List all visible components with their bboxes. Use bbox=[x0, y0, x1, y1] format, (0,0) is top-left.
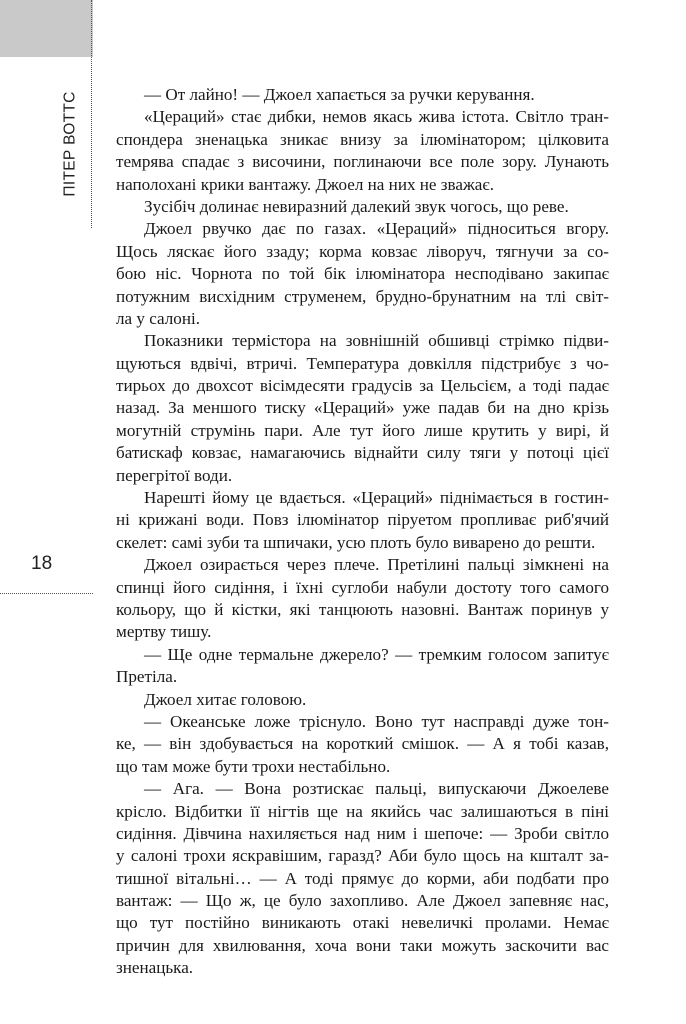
corner-block bbox=[0, 0, 93, 57]
paragraph bbox=[116, 711, 609, 778]
text-line: спондера зненацька зникає внизу за ілюмінатором; цілковита bbox=[116, 129, 609, 149]
paragraph bbox=[116, 644, 609, 689]
paragraph bbox=[116, 330, 609, 487]
text-line: «Цераций» стає дибки, немов якась жива істота. Світло тран- bbox=[144, 107, 609, 127]
text-line: Нарешті йому це вдається. «Цераций» піднімається в гостин- bbox=[144, 488, 609, 508]
paragraph bbox=[116, 689, 609, 711]
text-line: потужним висхідним струменем, брудно-брунатним на тлі світ- bbox=[116, 286, 609, 306]
text-line: у салоні трохи яскравішим, гаразд? Аби було щось на кшталт за- bbox=[116, 846, 609, 866]
text-line: перегрітої води. bbox=[116, 465, 233, 485]
body-text bbox=[116, 84, 609, 980]
text-line: щуються вдвічі, втричі. Температура довкілля підстрибує з чо- bbox=[116, 353, 609, 373]
text-line: Зусібіч долинає невиразний далекий звук чогось, що реве. bbox=[144, 196, 569, 216]
text-line: спинці його сидіння, і їхні суглоби набули достоту того самого bbox=[116, 577, 609, 597]
text-line: Джоел озирається через плече. Претілині пальці зімкнені на bbox=[144, 555, 609, 575]
text-line: кольору, що й кістки, які танцюють назовні. Вантаж поринув у bbox=[116, 599, 609, 619]
text-line: крісло. Відбитки її нігтів ще на якийсь час залишаються в піні bbox=[116, 801, 609, 821]
text-line: ке, — він здобувається на короткий смішок. — А я тобі казав, bbox=[116, 734, 609, 754]
text-line: тишної вітальні… — А тоді прямує до корми, аби подбати про bbox=[116, 868, 609, 888]
text-line: — Океанське ложе тріснуло. Воно тут насправді дуже тон- bbox=[144, 711, 609, 731]
text-line: наполохані крики вантажу. Джоел на них не зважає. bbox=[116, 174, 494, 194]
text-line: що тут постійно виникають отакі невеличкі пролами. Немає bbox=[116, 913, 609, 933]
text-line: батискаф ковзає, намагаючись віднайти силу тяги у потоці цієї bbox=[116, 443, 609, 463]
text-line: ла у салоні. bbox=[116, 308, 200, 328]
text-line: — От лайно! — Джоел хапається за ручки керування. bbox=[144, 85, 535, 104]
text-line: Джоел хитає головою. bbox=[144, 689, 307, 709]
running-head-text: ПІТЕР ВОТТС bbox=[62, 91, 79, 197]
text-line: Джоел рвучко дає по газах. «Цераций» підноситься вгору. bbox=[144, 219, 609, 239]
text-line: Щось ляскає його ззаду; корма ковзає ліворуч, тягнучи за со- bbox=[116, 241, 609, 261]
running-head bbox=[58, 60, 84, 228]
paragraph bbox=[116, 196, 609, 218]
text-line: ні крижані води. Повз ілюмінатор піруетом пропливає риб'ячий bbox=[116, 510, 609, 530]
text-line: тирьох до двохсот вісімдесяти градусів за Цельсієм, а тоді падає bbox=[116, 376, 609, 396]
paragraph bbox=[116, 778, 609, 980]
margin-rule-vertical bbox=[91, 0, 92, 228]
paragraph bbox=[116, 554, 609, 644]
text-line: назад. За меншого тиску «Цераций» уже падав би на дно крізь bbox=[116, 398, 609, 418]
paragraph bbox=[116, 106, 609, 196]
text-line: — Ще одне термальне джерело? — тремким голосом запитує bbox=[144, 644, 609, 664]
page-number: 18 bbox=[31, 553, 53, 574]
paragraph bbox=[116, 84, 609, 106]
text-line: бою ніс. Чорнота по той бік ілюмінатора несподівано закипає bbox=[116, 264, 609, 284]
paragraph bbox=[116, 218, 609, 330]
text-line: Претіла. bbox=[116, 667, 178, 687]
text-line: могутній струмінь пари. Але тут його лише крутить у вирі, й bbox=[116, 420, 609, 440]
text-line: темрява спадає з височини, поглинаючи все поле зору. Лунають bbox=[116, 152, 609, 172]
paragraph bbox=[116, 487, 609, 554]
text-line: вантаж: — Що ж, це було захопливо. Але Джоел запевняє нас, bbox=[116, 891, 609, 911]
text-line: зненацька. bbox=[116, 958, 194, 978]
text-line: що там може бути трохи нестабільно. bbox=[116, 756, 391, 776]
text-line: скелет: самі зуби та шпичаки, усю плоть було виварено до решти. bbox=[116, 532, 596, 552]
text-line: причин для хвилювання, хоча вони таки можуть заскочити вас bbox=[116, 935, 609, 955]
text-line: — Ага. — Вона розтискає пальці, випускаючи Джоелеве bbox=[144, 779, 609, 799]
text-line: сидіння. Дівчина нахиляється над ним і шепоче: — Зроби світло bbox=[116, 823, 609, 843]
margin-rule-horizontal bbox=[0, 593, 93, 594]
text-line: Показники термістора на зовнішній обшивці стрімко підви- bbox=[144, 331, 609, 351]
text-line: мертву тишу. bbox=[116, 622, 212, 642]
